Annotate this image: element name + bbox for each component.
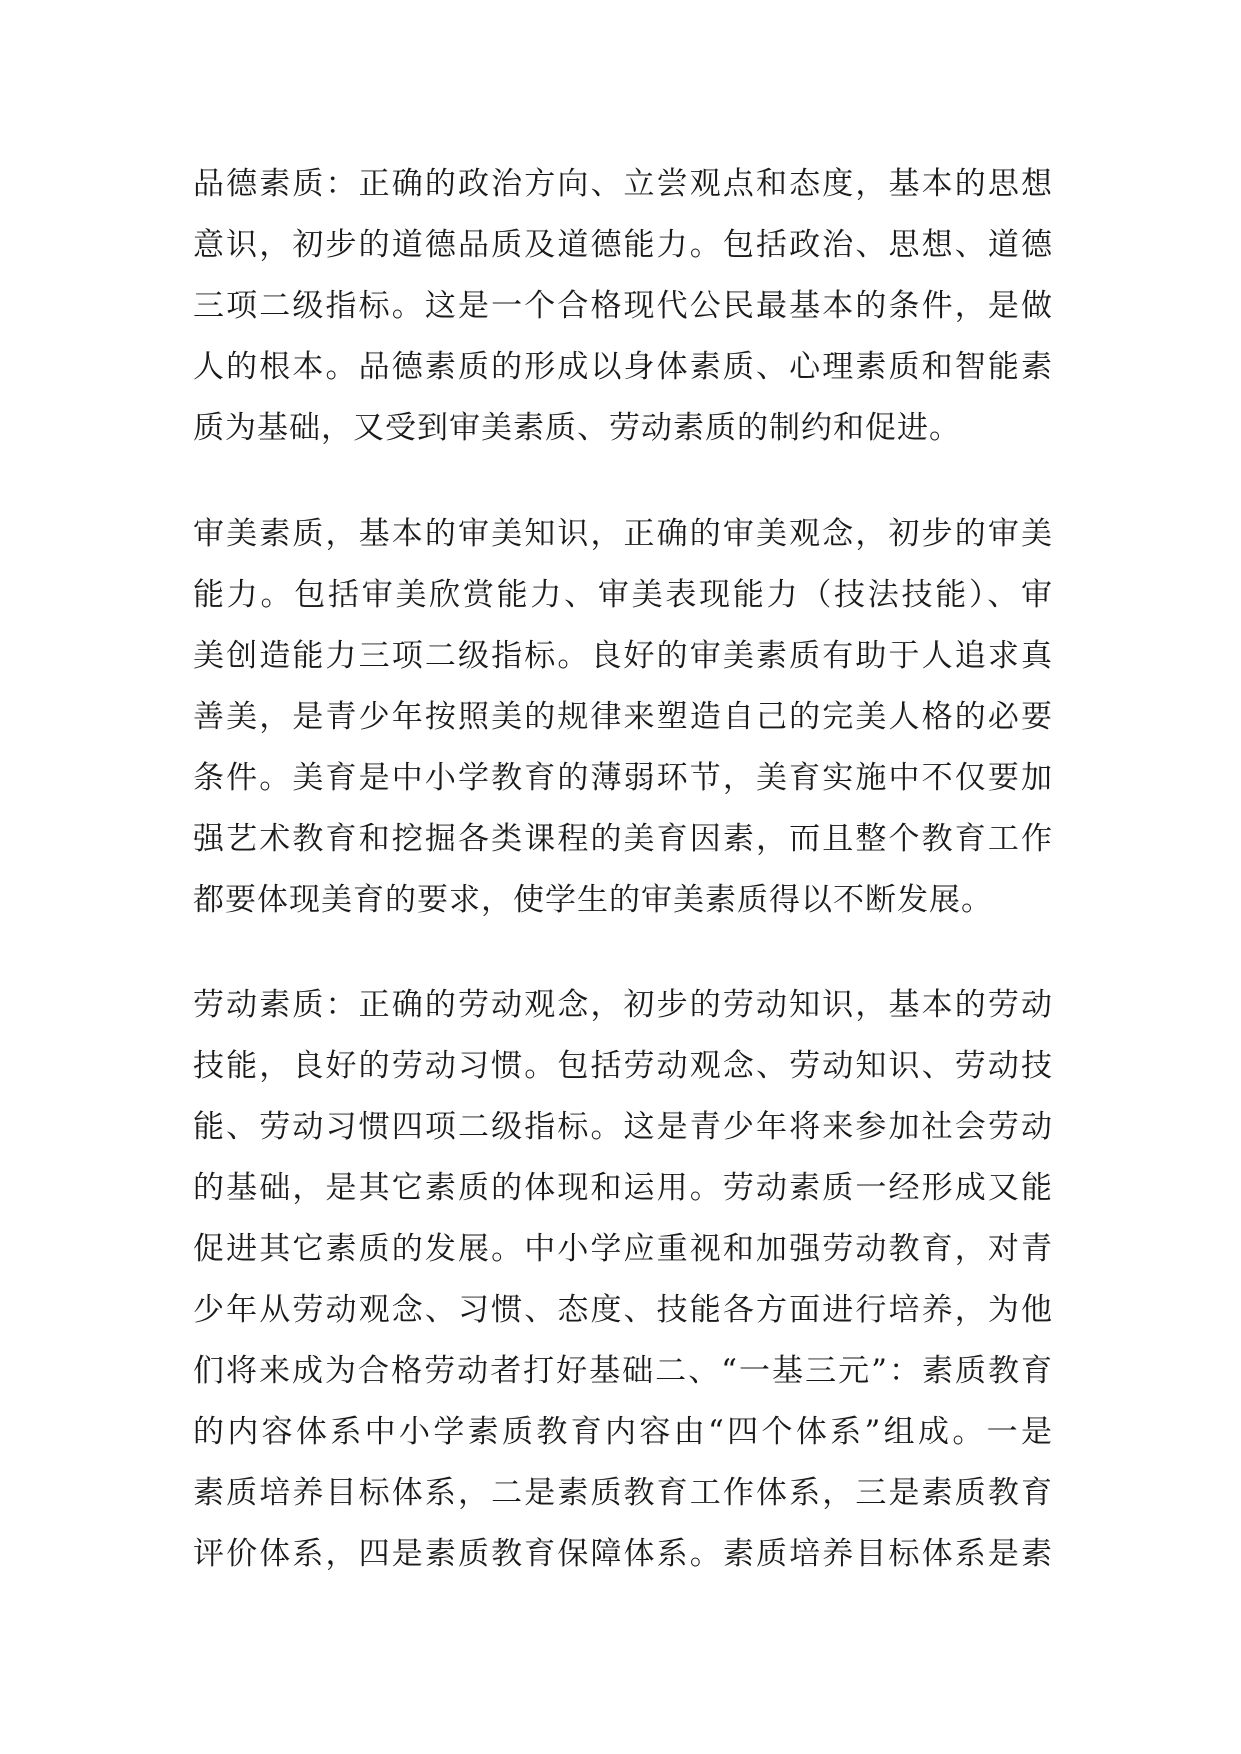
text-line: 素质培养目标体系，二是素质教育工作体系，三是素质教育 [193,1475,1053,1511]
text-line: 都要体现美育的要求，使学生的审美素质得以不断发展。 [193,882,993,918]
text-line: 善美，是青少年按照美的规律来塑造自己的完美人格的必要 [193,699,1053,735]
text-line: 评价体系，四是素质教育保障体系。素质培养目标体系是素 [193,1536,1053,1572]
text-line: 意识，初步的道德品质及道德能力。包括政治、思想、道德 [193,227,1053,263]
text-line: 三项二级指标。这是一个合格现代公民最基本的条件，是做 [193,288,1053,324]
text-line: 的基础，是其它素质的体现和运用。劳动素质一经形成又能 [193,1170,1053,1206]
text-line: 的内容体系中小学素质教育内容由“四个体系”组成。一是 [193,1414,1053,1450]
text-line: 强艺术教育和挖掘各类课程的美育因素，而且整个教育工作 [193,821,1053,857]
text-line: 促进其它素质的发展。中小学应重视和加强劳动教育，对青 [193,1231,1053,1267]
text-line: 能力。包括审美欣赏能力、审美表现能力（技法技能）、审 [193,577,1053,613]
text-line: 审美素质，基本的审美知识，正确的审美观念，初步的审美 [193,516,1053,552]
text-line: 技能，良好的劳动习惯。包括劳动观念、劳动知识、劳动技 [193,1048,1053,1084]
text-line: 少年从劳动观念、习惯、态度、技能各方面进行培养，为他 [193,1292,1053,1328]
text-line: 条件。美育是中小学教育的薄弱环节，美育实施中不仅要加 [193,760,1053,796]
text-line: 能、劳动习惯四项二级指标。这是青少年将来参加社会劳动 [193,1109,1053,1145]
text-line: 品德素质：正确的政治方向、立尝观点和态度，基本的思想 [193,166,1053,202]
text-line: 质为基础，又受到审美素质、劳动素质的制约和促进。 [193,410,961,446]
paragraph-labor-quality [193,975,1053,1585]
text-line: 劳动素质：正确的劳动观念，初步的劳动知识，基本的劳动 [193,987,1053,1023]
text-line: 美创造能力三项二级指标。良好的审美素质有助于人追求真 [193,638,1053,674]
paragraph-aesthetic-quality [193,504,1053,931]
text-line: 们将来成为合格劳动者打好基础二、“一基三元”：素质教育 [193,1353,1053,1389]
text-line: 人的根本。品德素质的形成以身体素质、心理素质和智能素 [193,349,1053,385]
paragraph-character-quality [193,154,1053,459]
